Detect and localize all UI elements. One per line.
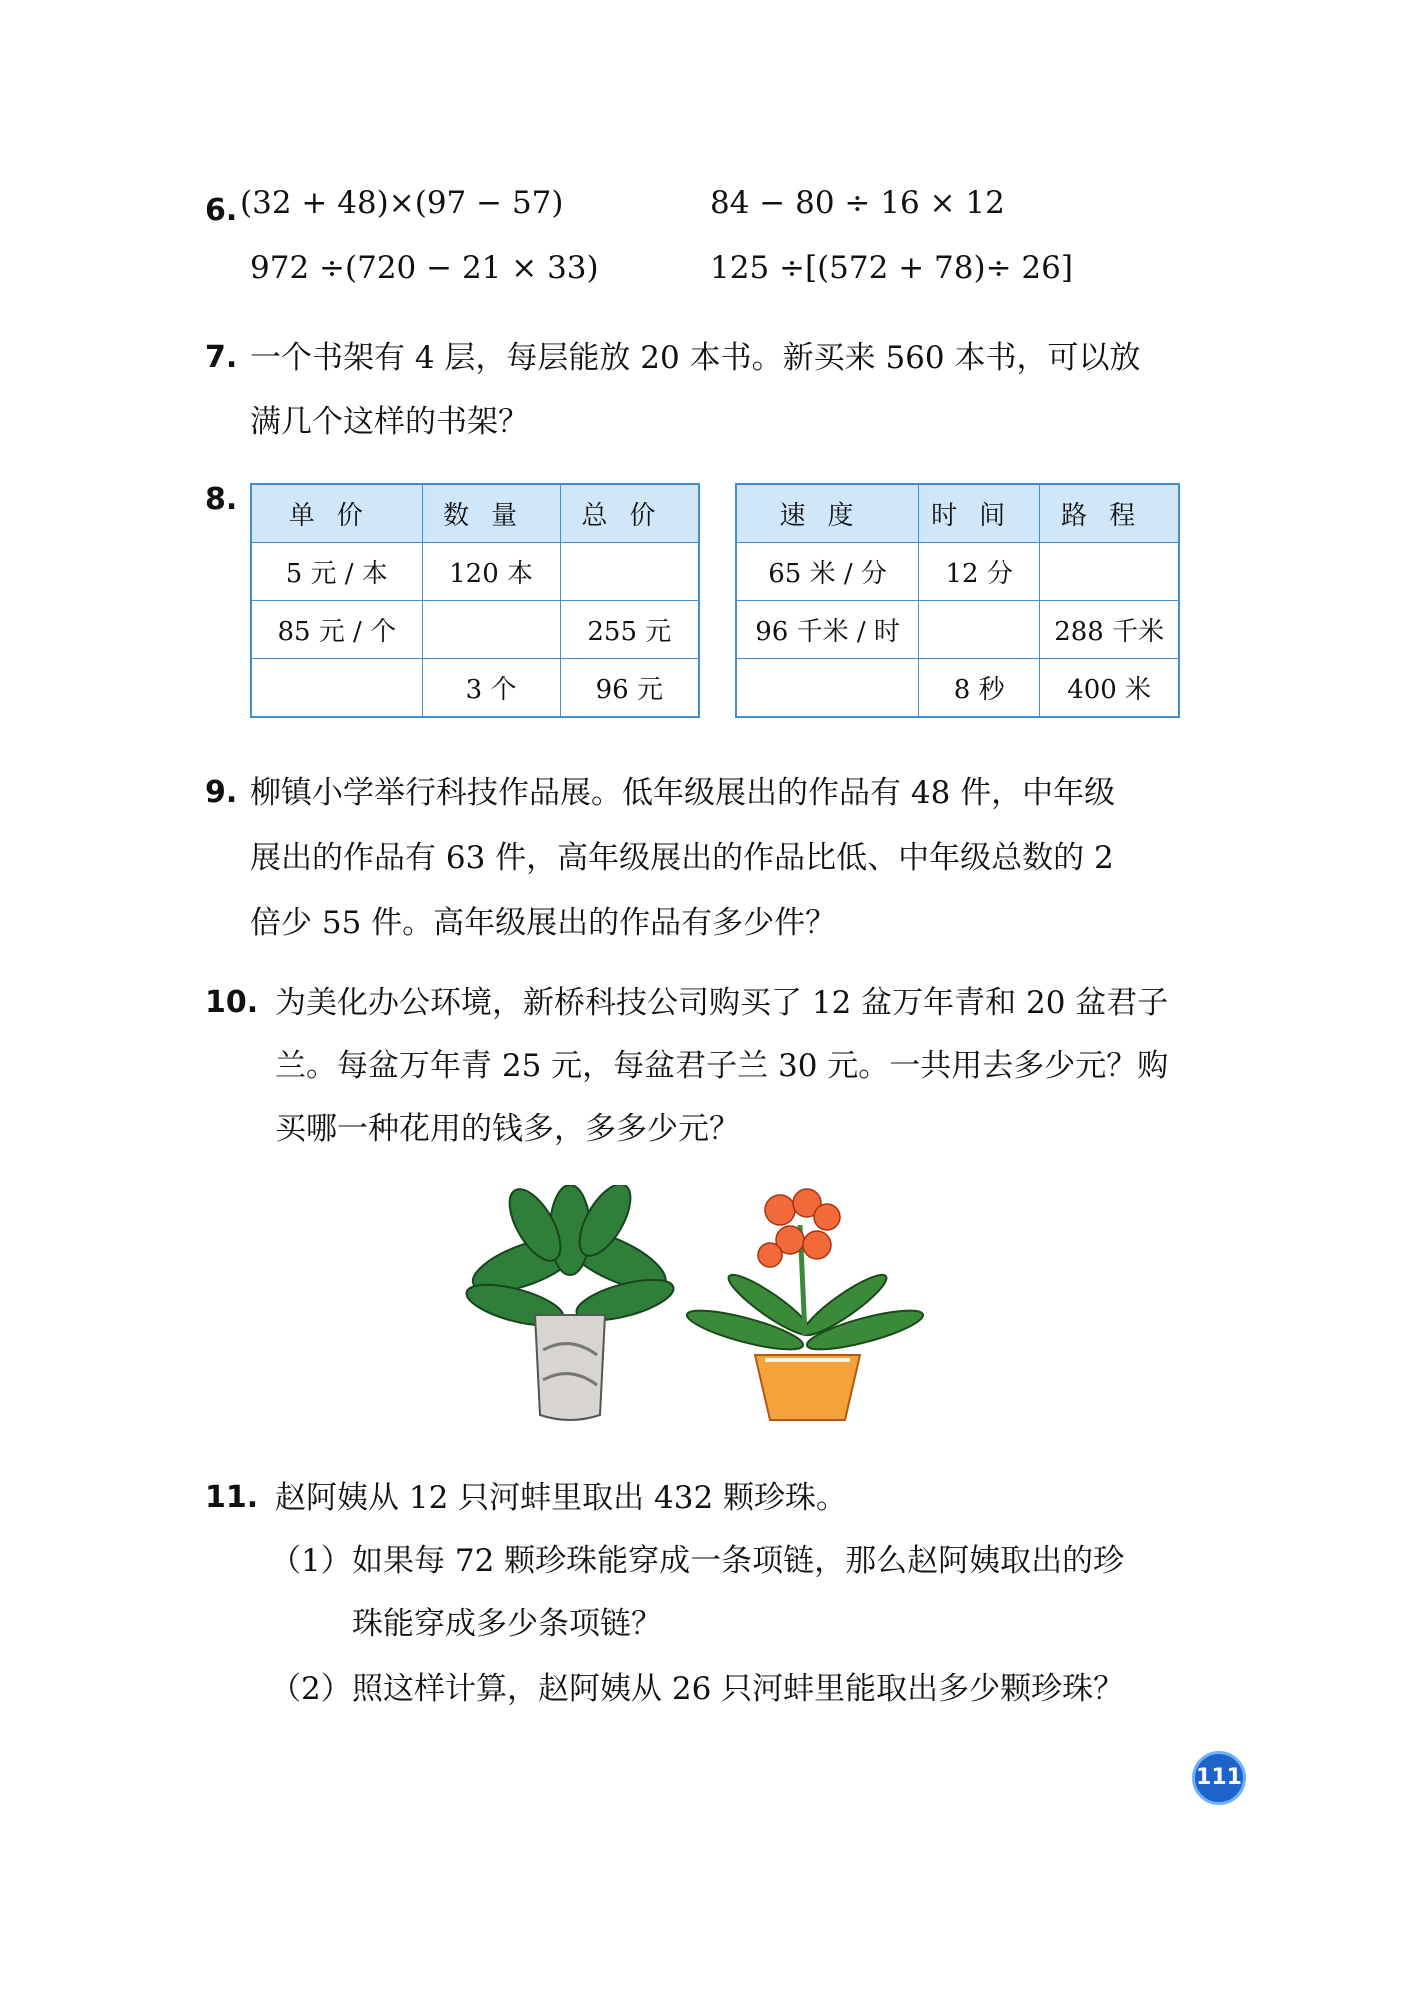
question-number-9: 9. [205, 775, 238, 810]
header-time: 时间 [919, 484, 1040, 543]
header-total-price: 总价 [560, 484, 699, 543]
table-cell [919, 601, 1040, 659]
question-number-7: 7. [205, 340, 238, 375]
page-number-badge: 111 [1192, 1751, 1246, 1805]
q9-text-line-2: 展出的作品有 63 件，高年级展出的作品比低、中年级总数的 2 [250, 840, 1114, 876]
table-cell: 96 千米 / 时 [736, 601, 919, 659]
table-cell [422, 601, 560, 659]
q6-expression-1: (32 + 48)×(97 − 57) [240, 185, 564, 221]
q11-sub1-line-2: 珠能穿成多少条项链？ [352, 1606, 662, 1642]
q10-text-line-1: 为美化办公环境，新桥科技公司购买了 12 盆万年青和 20 盆君子 [275, 985, 1169, 1021]
header-quantity: 数量 [422, 484, 560, 543]
table-header-row [251, 484, 699, 543]
header-distance: 路程 [1040, 484, 1179, 543]
table-cell: 96 元 [560, 659, 699, 718]
table-row [251, 601, 699, 659]
table-cell: 120 本 [422, 543, 560, 601]
q6-expression-4: 125 ÷[(572 + 78)÷ 26] [710, 250, 1073, 286]
question-number-11: 11. [205, 1480, 259, 1515]
q10-text-line-2: 兰。每盆万年青 25 元，每盆君子兰 30 元。一共用去多少元？购 [275, 1048, 1169, 1084]
table-cell: 255 元 [560, 601, 699, 659]
question-number-10: 10. [205, 985, 259, 1020]
table-row [736, 601, 1179, 659]
plant-illustrations [465, 1185, 945, 1435]
table-cell [251, 659, 422, 718]
plant-wannianqing-icon [465, 1185, 677, 1420]
table-row [251, 543, 699, 601]
table-row [736, 543, 1179, 601]
q11-sub1-label: （1） [270, 1543, 352, 1579]
q11-text-line-1: 赵阿姨从 12 只河蚌里取出 432 颗珍珠。 [275, 1480, 848, 1516]
price-quantity-table [250, 483, 700, 718]
table-cell [1040, 543, 1179, 601]
table-header-row [736, 484, 1179, 543]
table-cell: 85 元 / 个 [251, 601, 422, 659]
table-cell [736, 659, 919, 718]
q11-sub2-label: （2） [270, 1671, 352, 1707]
question-number-6: 6. [205, 193, 238, 228]
table-cell: 3 个 [422, 659, 560, 718]
table-cell [560, 543, 699, 601]
q11-sub2-line-1: 照这样计算，赵阿姨从 26 只河蚌里能取出多少颗珍珠？ [352, 1671, 1125, 1707]
q6-expression-3: 972 ÷(720 − 21 × 33) [250, 250, 599, 286]
table-row [736, 659, 1179, 718]
q11-sub1-line-1: 如果每 72 颗珍珠能穿成一条项链，那么赵阿姨取出的珍 [352, 1543, 1125, 1579]
q7-text-line-1: 一个书架有 4 层，每层能放 20 本书。新买来 560 本书，可以放 [250, 340, 1141, 376]
table-cell: 288 千米 [1040, 601, 1179, 659]
table-cell: 8 秒 [919, 659, 1040, 718]
question-number-8: 8. [205, 482, 238, 517]
table-cell: 5 元 / 本 [251, 543, 422, 601]
q7-text-line-2: 满几个这样的书架？ [250, 404, 529, 440]
table-cell: 12 分 [919, 543, 1040, 601]
table-row [251, 659, 699, 718]
speed-time-distance-table [735, 483, 1180, 718]
plant-clivia-icon [684, 1189, 926, 1420]
q6-expression-2: 84 − 80 ÷ 16 × 12 [710, 185, 1005, 221]
q10-text-line-3: 买哪一种花用的钱多，多多少元？ [275, 1111, 740, 1147]
header-speed: 速度 [736, 484, 919, 543]
table-cell: 65 米 / 分 [736, 543, 919, 601]
table-cell: 400 米 [1040, 659, 1179, 718]
header-unit-price: 单价 [251, 484, 422, 543]
q9-text-line-1: 柳镇小学举行科技作品展。低年级展出的作品有 48 件，中年级 [250, 775, 1116, 811]
q9-text-line-3: 倍少 55 件。高年级展出的作品有多少件？ [250, 905, 837, 941]
